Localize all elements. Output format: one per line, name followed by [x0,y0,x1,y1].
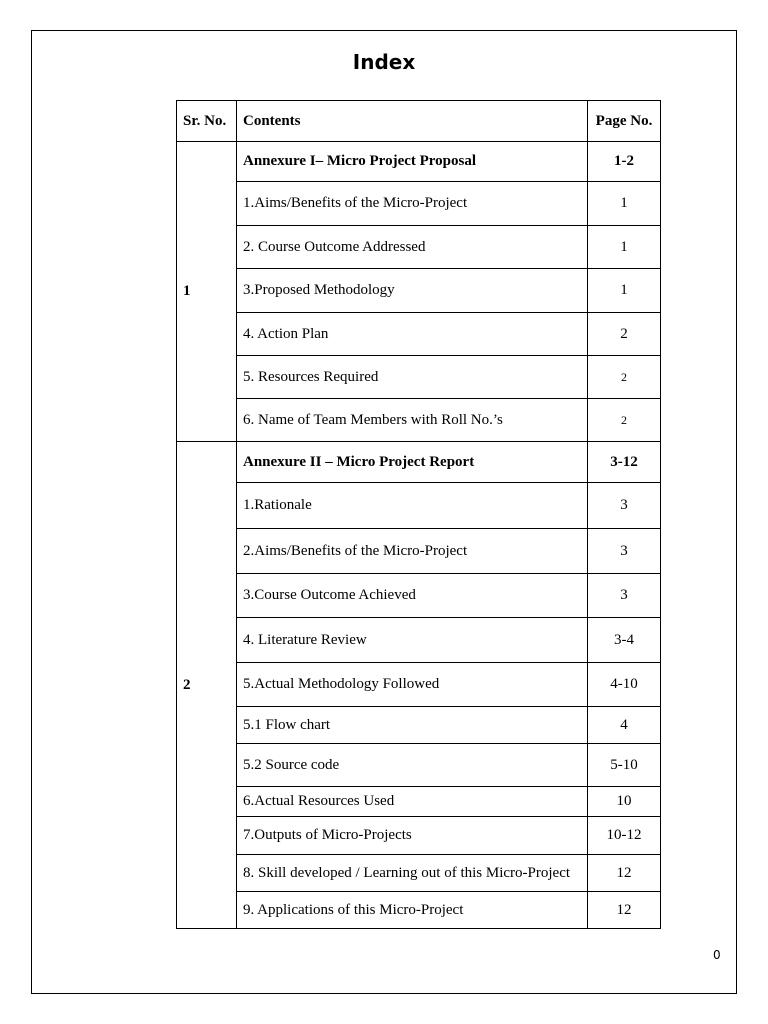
row-page: 2 [588,313,661,356]
page-number: 0 [713,948,721,962]
table-row [177,892,661,929]
row-page: 1 [588,226,661,269]
row-page: 3-12 [588,442,661,483]
table-row [177,269,661,313]
row-page: 10 [588,787,661,817]
row-content: 3.Course Outcome Achieved [237,574,588,618]
page-title: Index [352,50,416,74]
table-row [177,618,661,663]
row-page: 3-4 [588,618,661,663]
row-page: 3 [588,529,661,574]
header-srno: Sr. No. [177,101,237,142]
row-content: 8. Skill developed / Learning out of this Micro-Project [237,855,588,892]
row-content: 3.Proposed Methodology [237,269,588,313]
row-content: 4. Action Plan [237,313,588,356]
row-content: 5.2 Source code [237,744,588,787]
table-row [177,442,661,483]
row-page: 3 [588,574,661,618]
table-row [177,182,661,226]
row-content: 9. Applications of this Micro-Project [237,892,588,929]
row-content: Annexure I– Micro Project Proposal [237,142,588,182]
row-content: 5.Actual Methodology Followed [237,663,588,707]
table-row [177,356,661,399]
row-content: 2.Aims/Benefits of the Micro-Project [237,529,588,574]
row-page: 10-12 [588,817,661,855]
table-row [177,142,661,182]
row-content: 5. Resources Required [237,356,588,399]
header-contents: Contents [237,101,588,142]
section-number: 1 [177,142,237,442]
table-row [177,663,661,707]
index-table [176,100,661,929]
row-page: 1 [588,269,661,313]
table-row [177,574,661,618]
row-content: 1.Rationale [237,483,588,529]
row-content: 4. Literature Review [237,618,588,663]
row-page: 1 [588,182,661,226]
row-page: 5-10 [588,744,661,787]
row-page: 12 [588,892,661,929]
row-page: 12 [588,855,661,892]
row-page: 4-10 [588,663,661,707]
row-page: 4 [588,707,661,744]
header-page: Page No. [588,101,661,142]
table-row [177,529,661,574]
table-header-row [177,101,661,142]
row-content: 2. Course Outcome Addressed [237,226,588,269]
table-row [177,313,661,356]
row-content: 6.Actual Resources Used [237,787,588,817]
row-page: 2 [588,356,661,399]
table-row [177,855,661,892]
table-row [177,399,661,442]
row-page: 3 [588,483,661,529]
table-row [177,226,661,269]
row-content: 5.1 Flow chart [237,707,588,744]
row-content: 7.Outputs of Micro-Projects [237,817,588,855]
row-content: Annexure II – Micro Project Report [237,442,588,483]
table-row [177,483,661,529]
row-page: 2 [588,399,661,442]
section-number: 2 [177,442,237,929]
table-row [177,787,661,817]
table-row [177,707,661,744]
table-row [177,744,661,787]
row-page: 1-2 [588,142,661,182]
row-content: 1.Aims/Benefits of the Micro-Project [237,182,588,226]
row-content: 6. Name of Team Members with Roll No.’s [237,399,588,442]
table-row [177,817,661,855]
